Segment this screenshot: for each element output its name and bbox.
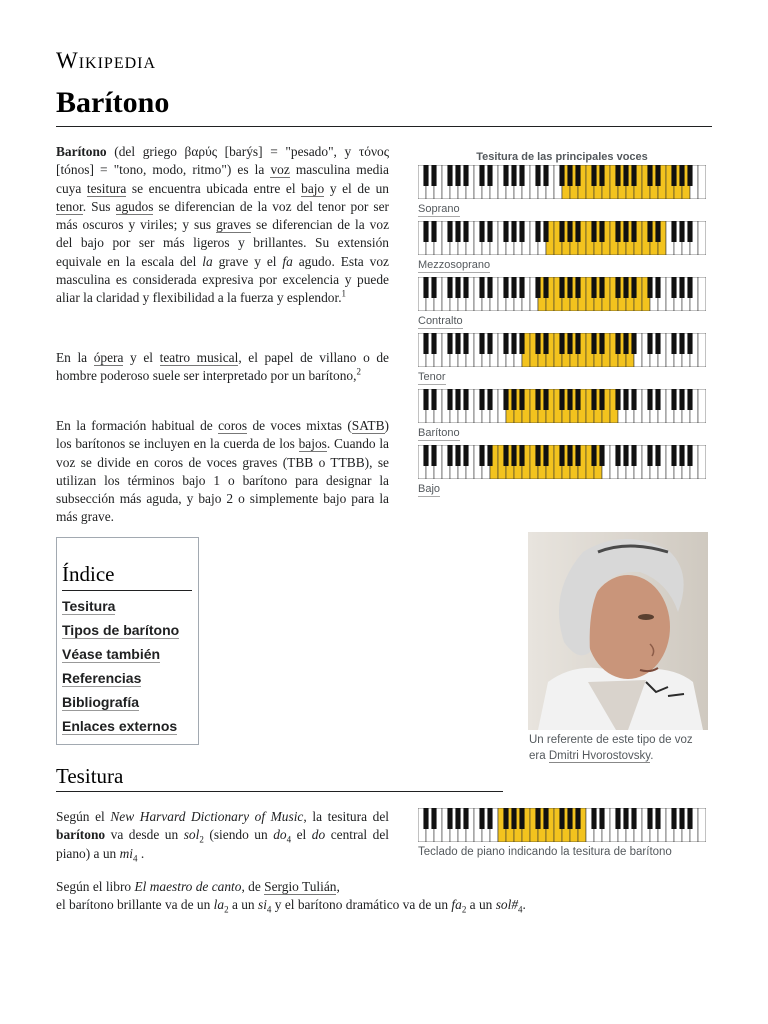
black-key (575, 389, 580, 410)
black-key (647, 165, 652, 186)
text-run: de voces mixtas ( (247, 418, 352, 433)
portrait-photo (528, 532, 708, 730)
black-key (447, 333, 452, 354)
black-key (543, 445, 548, 466)
toc-divider (62, 590, 192, 591)
black-key (559, 389, 564, 410)
black-key (567, 277, 572, 298)
text-run: central del piano) a un (56, 827, 390, 861)
black-key (575, 165, 580, 186)
black-key (647, 808, 652, 829)
black-key (543, 277, 548, 298)
keyboard-caption: Teclado de piano indicando la tesitura de barítono (418, 846, 672, 858)
black-key (535, 333, 540, 354)
black-key (591, 333, 596, 354)
text-run: . (137, 845, 145, 861)
black-key (647, 333, 652, 354)
black-key (671, 808, 676, 829)
black-key (591, 389, 596, 410)
black-key (455, 221, 460, 242)
black-key (519, 333, 524, 354)
black-key (631, 333, 636, 354)
black-key (455, 808, 460, 829)
black-key (679, 165, 684, 186)
text-run: sol# (495, 897, 519, 912)
black-key (487, 165, 492, 186)
black-key (615, 389, 620, 410)
black-key (455, 333, 460, 354)
keyboard-bajo (418, 445, 706, 479)
black-key (535, 221, 540, 242)
title-divider (56, 126, 712, 127)
black-key (615, 165, 620, 186)
section-heading-tesitura: Tesitura (56, 764, 124, 788)
voice-label[interactable]: Contralto (418, 315, 463, 327)
text-run: El maestro de canto (134, 879, 242, 894)
black-key (567, 389, 572, 410)
text-run: mi (119, 845, 133, 861)
black-key (535, 445, 540, 466)
black-key (455, 165, 460, 186)
text-run: grave y el (212, 253, 283, 269)
text-run: , la tesitura del (303, 809, 389, 824)
black-key (623, 165, 628, 186)
black-key (447, 221, 452, 242)
black-key (679, 333, 684, 354)
toc-item[interactable]: Tipos de barítono (62, 622, 180, 638)
black-key (655, 277, 660, 298)
text-run: a un (228, 897, 258, 912)
black-key (511, 165, 516, 186)
black-key (599, 389, 604, 410)
black-key (455, 277, 460, 298)
text-run: . Cuando la voz se divide en coros de voces graves (TBB o TTBB), se utilizan los términos bajo 1 o barítono para designar la subsección más aguda, y bajo 2 o simplemente bajo para la más grave. (56, 436, 389, 525)
black-key (655, 808, 660, 829)
black-key (503, 221, 508, 242)
black-key (679, 445, 684, 466)
black-key (615, 445, 620, 466)
black-key (591, 165, 596, 186)
text-run: y el de un (324, 180, 389, 196)
white-key (698, 221, 706, 255)
black-key (463, 445, 468, 466)
subscript: 4 (518, 904, 523, 915)
voice-label[interactable]: Mezzosoprano (418, 259, 491, 271)
black-key (615, 333, 620, 354)
black-key (559, 808, 564, 829)
black-key (463, 808, 468, 829)
black-key (599, 277, 604, 298)
text-run: Barítono (56, 144, 107, 159)
black-key (623, 277, 628, 298)
toc-item[interactable]: Enlaces externos (62, 718, 178, 734)
black-key (431, 389, 436, 410)
text-run: y el (123, 350, 160, 365)
text-run: (del griego βαρύς [barýs] = "pesado", y τόνος [tónos] = "tono, modo, ritmo") es la (56, 144, 389, 178)
black-key (679, 221, 684, 242)
black-key (479, 333, 484, 354)
intro-paragraph-3 (56, 417, 389, 527)
black-key (575, 808, 580, 829)
black-key (463, 165, 468, 186)
black-key (447, 277, 452, 298)
black-key (591, 808, 596, 829)
black-key (671, 333, 676, 354)
white-key (698, 277, 706, 311)
black-key (519, 389, 524, 410)
text-run: el (291, 827, 312, 843)
black-key (575, 277, 580, 298)
text-run: En la (56, 350, 94, 365)
inline-link[interactable]: teatro musical (159, 350, 239, 365)
black-key (559, 445, 564, 466)
black-key (543, 389, 548, 410)
text-run: . Sus (82, 198, 116, 214)
black-key (575, 445, 580, 466)
black-key (671, 165, 676, 186)
keyboard-tenor (418, 333, 706, 367)
black-key (503, 445, 508, 466)
black-key (567, 221, 572, 242)
inline-link[interactable]: bajo (301, 180, 325, 196)
toc-item[interactable]: Véase también (62, 646, 161, 662)
black-key (447, 389, 452, 410)
black-key (519, 445, 524, 466)
black-key (591, 221, 596, 242)
black-key (559, 221, 564, 242)
white-key (698, 445, 706, 479)
black-key (503, 277, 508, 298)
toc-item[interactable]: Tesitura (62, 598, 116, 614)
black-key (535, 808, 540, 829)
black-key (535, 389, 540, 410)
inline-link[interactable]: ópera (93, 350, 124, 365)
intro-paragraph-1 (56, 143, 389, 308)
inline-link[interactable]: Dmitri Hvorostovsky (548, 749, 651, 762)
text-run: va desde un (105, 827, 184, 843)
black-key (559, 165, 564, 186)
subscript: 2 (199, 834, 204, 845)
black-key (431, 808, 436, 829)
black-key (431, 333, 436, 354)
voice-label[interactable]: Barítono (418, 427, 460, 439)
black-key (463, 389, 468, 410)
inline-link[interactable]: graves (216, 217, 252, 233)
text-run: sol (183, 827, 200, 843)
inline-link[interactable]: SATB (351, 418, 385, 433)
infobox-title: Tesitura de las principales voces (476, 151, 648, 163)
black-key (647, 221, 652, 242)
toc-item[interactable]: Bibliografía (62, 694, 140, 710)
black-key (519, 165, 524, 186)
text-run: ) los barítonos se incluyen en la cuerda de los (56, 418, 389, 452)
black-key (631, 165, 636, 186)
black-key (543, 808, 548, 829)
black-key (655, 445, 660, 466)
black-key (631, 445, 636, 466)
black-key (463, 277, 468, 298)
black-key (487, 277, 492, 298)
black-key (511, 389, 516, 410)
text-run: se encuentra ubicada entre el (126, 180, 302, 196)
text-run: la (202, 253, 213, 269)
black-key (535, 165, 540, 186)
black-key (623, 445, 628, 466)
text-run: barítono (56, 827, 106, 843)
black-key (519, 808, 524, 829)
black-key (599, 445, 604, 466)
black-key (543, 333, 548, 354)
black-key (559, 333, 564, 354)
black-key (647, 277, 652, 298)
black-key (503, 389, 508, 410)
black-key (503, 808, 508, 829)
black-key (631, 808, 636, 829)
black-key (455, 445, 460, 466)
black-key (623, 221, 628, 242)
black-key (591, 277, 596, 298)
text-run: do (273, 827, 287, 843)
text-run: y el barítono dramático va de un (271, 897, 452, 912)
text-run: fa (451, 897, 462, 912)
text-run: la (213, 897, 225, 912)
black-key (631, 277, 636, 298)
page-title: Barítono (56, 86, 170, 119)
black-key (679, 808, 684, 829)
text-run: New Harvard Dictionary of Music (110, 809, 304, 824)
black-key (687, 165, 692, 186)
subscript: 4 (266, 904, 272, 915)
text-run: si (257, 897, 267, 912)
toc-heading: Índice (62, 562, 115, 586)
black-key (423, 808, 428, 829)
text-run: Según el (56, 809, 111, 824)
black-key (671, 389, 676, 410)
black-key (503, 165, 508, 186)
black-key (687, 221, 692, 242)
reference-link[interactable]: 2 (356, 366, 361, 377)
toc-item[interactable]: Referencias (62, 670, 142, 686)
black-key (599, 333, 604, 354)
black-key (431, 221, 436, 242)
text-run: fa (282, 253, 293, 269)
black-key (519, 221, 524, 242)
black-key (623, 808, 628, 829)
black-key (479, 165, 484, 186)
inline-link[interactable]: coros (218, 418, 248, 433)
black-key (447, 165, 452, 186)
black-key (615, 277, 620, 298)
text-run: el barítono brillante va de un (56, 897, 214, 912)
white-key (698, 389, 706, 423)
black-key (503, 333, 508, 354)
black-key (423, 445, 428, 466)
keyboard-soprano (418, 165, 706, 199)
black-key (535, 277, 540, 298)
black-key (567, 808, 572, 829)
black-key (511, 333, 516, 354)
text-run: . (650, 749, 654, 762)
black-key (423, 277, 428, 298)
text-run: se diferencian de la voz del bajo por ser más ligeros y brillantes. Su extensión equivale en la escala del (56, 217, 390, 269)
black-key (487, 333, 492, 354)
reference-link[interactable]: 1 (341, 288, 347, 299)
keyboard-barítono (418, 389, 706, 423)
black-key (687, 333, 692, 354)
black-key (631, 389, 636, 410)
black-key (671, 221, 676, 242)
black-key (511, 221, 516, 242)
black-key (623, 389, 628, 410)
text-run: agudo. Esta voz masculina es considerada expresiva por excelencia y puede aliar la claridad y flexibilidad a la fuerza y esplendor. (56, 253, 389, 306)
voice-label[interactable]: Tenor (418, 371, 446, 383)
black-key (447, 808, 452, 829)
text-run: , de (241, 879, 265, 894)
black-key (519, 277, 524, 298)
black-key (623, 333, 628, 354)
black-key (423, 333, 428, 354)
black-key (679, 389, 684, 410)
text-run: Según el libro (56, 879, 135, 894)
table-of-contents (56, 537, 199, 745)
baritone-keyboard (418, 808, 706, 842)
text-run: Un referente de este tipo de voz era (529, 734, 693, 762)
black-key (647, 445, 652, 466)
black-key (511, 445, 516, 466)
black-key (431, 445, 436, 466)
keyboard-contralto (418, 277, 706, 311)
voice-label[interactable]: Soprano (418, 203, 460, 215)
black-key (679, 277, 684, 298)
black-key (599, 221, 604, 242)
black-key (479, 445, 484, 466)
section-divider (56, 791, 503, 792)
black-key (575, 333, 580, 354)
text-run: (siendo un (203, 827, 274, 843)
black-key (631, 221, 636, 242)
black-key (559, 277, 564, 298)
text-run: , el papel de villano o de hombre poderoso suele ser interpretado por un barítono, (56, 350, 390, 384)
text-run: . (522, 897, 526, 912)
text-run: , (336, 879, 340, 894)
black-key (567, 333, 572, 354)
black-key (671, 445, 676, 466)
black-key (655, 165, 660, 186)
white-key (698, 165, 706, 199)
subscript: 4 (286, 834, 292, 845)
subscript: 2 (461, 904, 467, 915)
black-key (655, 389, 660, 410)
black-key (615, 221, 620, 242)
black-key (487, 808, 492, 829)
inline-link[interactable]: bajos (298, 436, 327, 452)
portrait-caption (529, 733, 709, 764)
black-key (687, 277, 692, 298)
black-key (431, 165, 436, 186)
tesitura-paragraph-3 (56, 896, 616, 914)
black-key (511, 808, 516, 829)
black-key (463, 221, 468, 242)
black-key (487, 445, 492, 466)
black-key (591, 445, 596, 466)
wikipedia-logo[interactable]: Wikipedia (56, 48, 157, 73)
keyboard-mezzosoprano (418, 221, 706, 255)
intro-paragraph-2 (56, 349, 389, 386)
subscript: 2 (224, 904, 229, 915)
black-key (463, 333, 468, 354)
black-key (575, 221, 580, 242)
black-key (687, 808, 692, 829)
black-key (479, 221, 484, 242)
black-key (511, 277, 516, 298)
text-run: a un (466, 897, 496, 912)
black-key (479, 389, 484, 410)
black-key (423, 221, 428, 242)
subscript: 4 (133, 853, 138, 864)
black-key (423, 389, 428, 410)
black-key (567, 445, 572, 466)
text-run: masculina media cuya (56, 162, 389, 196)
black-key (615, 808, 620, 829)
inline-link[interactable]: Sergio Tulián (264, 879, 337, 894)
white-key (698, 333, 706, 367)
text-run: se diferencian de la voz del tenor por ser más oscuros y viriles; y sus (56, 198, 389, 233)
black-key (543, 221, 548, 242)
black-key (567, 165, 572, 186)
black-key (543, 165, 548, 186)
white-key (698, 808, 706, 842)
black-key (687, 445, 692, 466)
black-key (447, 445, 452, 466)
inline-link[interactable]: tenor (56, 198, 83, 214)
black-key (479, 808, 484, 829)
black-key (487, 221, 492, 242)
black-key (487, 389, 492, 410)
black-key (671, 277, 676, 298)
inline-link[interactable]: agudos (115, 198, 154, 214)
black-key (599, 165, 604, 186)
text-run: En la formación habitual de (56, 418, 219, 433)
tesitura-paragraph-2 (56, 878, 389, 896)
black-key (479, 277, 484, 298)
tesitura-paragraph-1 (56, 808, 389, 863)
black-key (655, 221, 660, 242)
black-key (647, 389, 652, 410)
black-key (655, 333, 660, 354)
inline-link[interactable]: tesitura (86, 180, 127, 196)
black-key (431, 277, 436, 298)
black-key (455, 389, 460, 410)
voice-label[interactable]: Bajo (418, 483, 441, 495)
black-key (687, 389, 692, 410)
text-run: do (311, 827, 326, 843)
inline-link[interactable]: voz (270, 162, 290, 178)
black-key (599, 808, 604, 829)
black-key (423, 165, 428, 186)
